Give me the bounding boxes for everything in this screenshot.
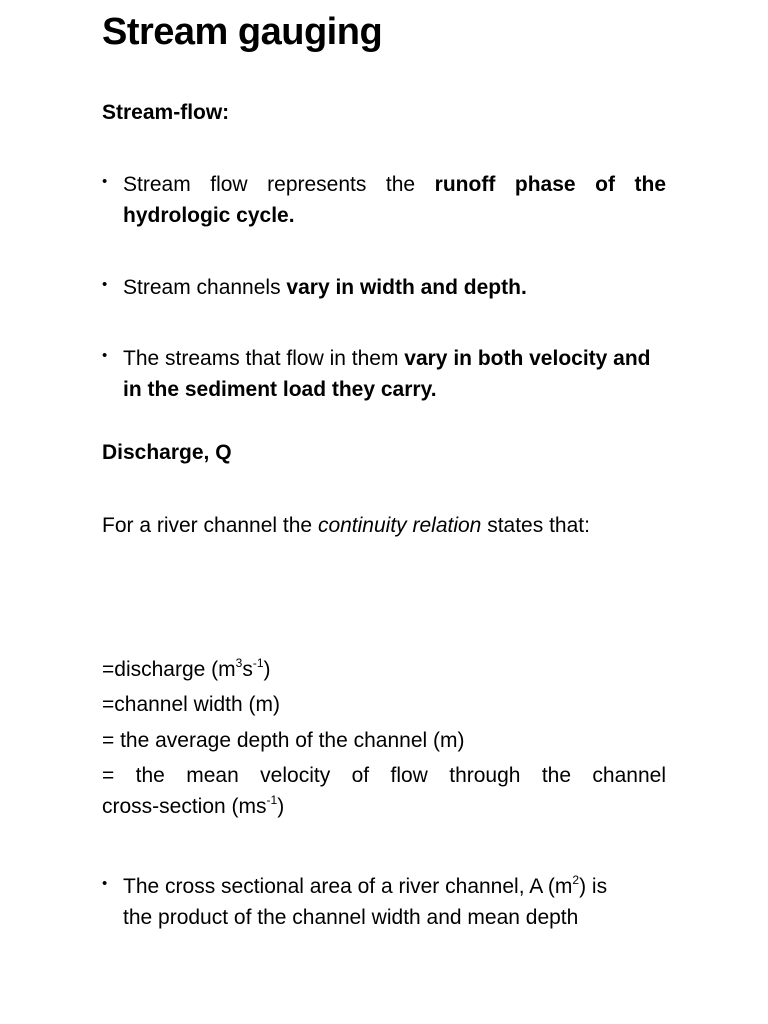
bullet-text: Stream channels vary in width and depth.	[123, 276, 527, 299]
bullet-icon: •	[102, 347, 108, 364]
continuity-sentence: For a river channel the continuity relation states that:	[102, 514, 590, 537]
bullet-text: The streams that flow in them vary in both velocity and in the sediment load they carry.	[123, 347, 651, 401]
streamflow-heading: Stream-flow:	[102, 101, 230, 124]
bullet-text: Stream flow represents the runoff phase of the hydrologic cycle.	[123, 173, 666, 227]
bullet-icon: •	[102, 875, 108, 892]
definition-depth: = the average depth of the channel (m)	[102, 729, 465, 752]
definition-velocity-line2: cross-section $(ms^{-1})$	[102, 793, 285, 818]
list-item	[102, 272, 666, 303]
bullet-icon: •	[102, 276, 108, 293]
definition-discharge: =discharge $(m^3s^{-1})$	[102, 656, 271, 681]
page-title: Stream gauging	[102, 11, 383, 53]
bullet-icon: •	[102, 173, 108, 190]
definition-width: =channel width (m)	[102, 693, 280, 716]
list-item	[102, 871, 666, 933]
list-item	[102, 343, 666, 405]
discharge-heading: Discharge, Q	[102, 441, 232, 464]
list-item	[102, 169, 666, 231]
bullet-text: The cross sectional area of a river channel, A $(m^2)$ is the product of the channel width and mean depth	[123, 873, 608, 929]
definition-velocity-line1: = the mean velocity of flow through the channel	[102, 764, 666, 787]
